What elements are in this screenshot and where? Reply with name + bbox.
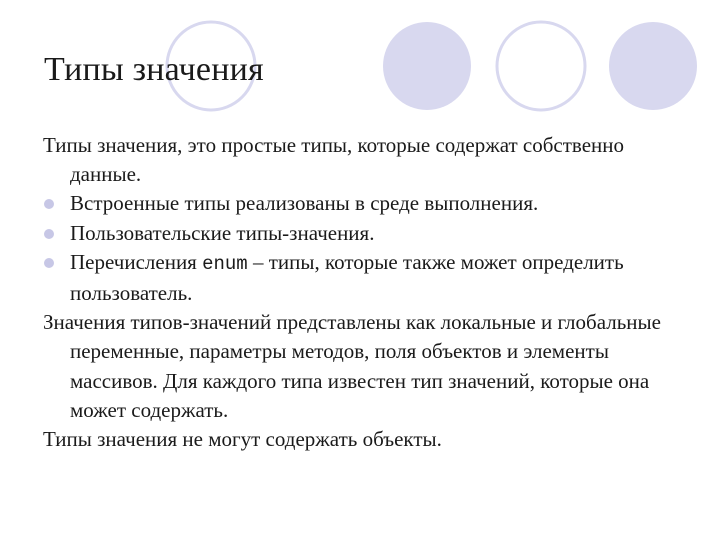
- filled-circle-2: [609, 22, 697, 110]
- bullet-text: Встроенные типы реализованы в среде выполнения.: [70, 191, 539, 216]
- bullet-dot-icon: [44, 199, 54, 209]
- bullet-text: Пользовательские типы-значения.: [70, 220, 375, 245]
- objects-paragraph: Типы значения не могут содержать объекты.: [43, 427, 442, 452]
- bullet-item-user-defined: [43, 219, 693, 248]
- outline-circle-2: [497, 22, 585, 110]
- intro-paragraph: Типы значения, это простые типы, которые содержат собственно данные.: [43, 133, 625, 187]
- bullet-item-enum: [43, 248, 693, 308]
- bullet-dot-icon: [44, 258, 54, 268]
- enum-keyword: enum: [202, 252, 248, 275]
- bullet-text-after: – типы, которые также может определить пользователь.: [70, 249, 624, 306]
- slide-body: [43, 131, 693, 454]
- bullet-dot-icon: [44, 229, 54, 239]
- values-paragraph: Значения типов-значений представлены как локальные и глобальные переменные, параметры методов, поля объектов и элементы массивов. Для каждого типа известен тип значений, которые она может содержать.: [43, 310, 661, 422]
- filled-circle-1: [383, 22, 471, 110]
- bullet-item-builtin: [43, 189, 693, 218]
- bullet-text-before: Перечисления: [70, 249, 203, 274]
- slide-title: Типы значения: [44, 51, 264, 88]
